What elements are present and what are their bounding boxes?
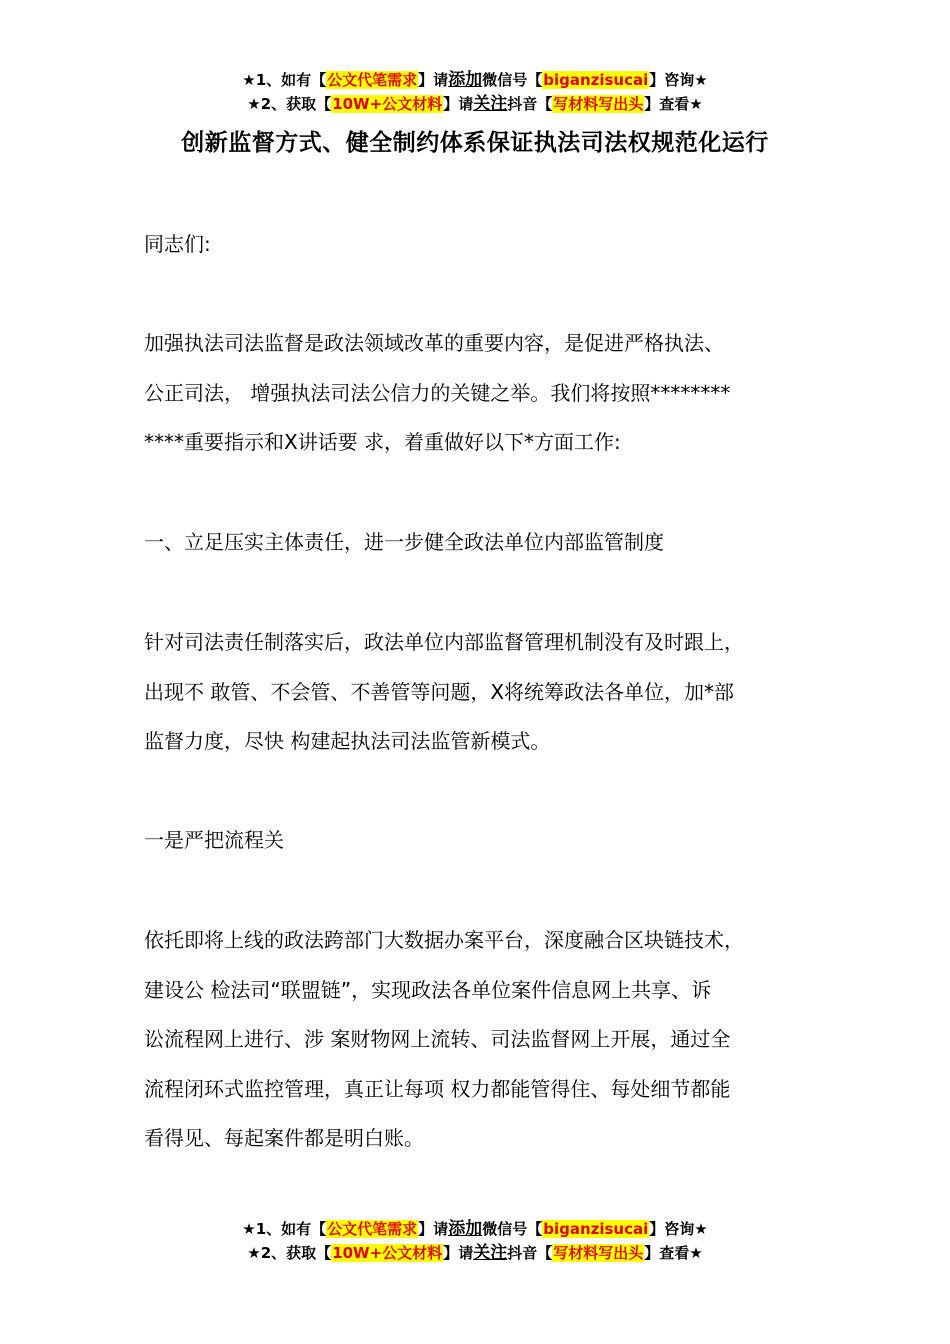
paragraph-line: 加强执法司法监督是政法领域改革的重要内容，是促进严格执法、	[144, 331, 724, 355]
promo-douyin-id: 写材料写出头	[553, 95, 644, 113]
salutation-text: 同志们:	[144, 232, 211, 256]
promo-text: 】请	[443, 95, 474, 113]
document-title: 创新监督方式、健全制约体系保证执法司法权规范化运行	[181, 130, 769, 156]
section-heading-text: 一、立足压实主体责任，进一步健全政法单位内部监管制度	[144, 530, 664, 554]
paragraph-line: 针对司法责任制落实后，政法单位内部监督管理机制没有及时跟上，	[144, 630, 744, 654]
promo-wechat-id: biganzisucai	[543, 71, 649, 89]
paragraph-line: 依托即将上线的政法跨部门大数据办案平台，深度融合区块链技术，	[144, 928, 744, 952]
paragraph-line: 看得见、每起案件都是明白账。	[144, 1126, 424, 1150]
subsection-heading	[144, 816, 844, 866]
salutation	[144, 220, 844, 270]
paragraph-line: 监督力度，尽快 构建起执法司法监管新模式。	[144, 729, 551, 753]
promo-text: ★2、获取【	[247, 1244, 332, 1262]
footer-promo-banner	[0, 1217, 950, 1265]
subsection-paragraph	[144, 916, 844, 1164]
promo-line-2	[0, 1241, 950, 1265]
promo-douyin-id: 写材料写出头	[553, 1244, 644, 1262]
paragraph-line: ****重要指示和X讲话要 求，着重做好以下*方面工作:	[144, 430, 621, 454]
promo-text: ★2、获取【	[247, 95, 332, 113]
promo-text: 】请	[443, 1244, 474, 1262]
promo-text: 】查看★	[644, 95, 703, 113]
promo-text: 抖音【	[507, 1244, 553, 1262]
promo-text: 抖音【	[507, 95, 553, 113]
promo-wechat-id: biganzisucai	[543, 1220, 649, 1238]
promo-text: 】查看★	[644, 1244, 703, 1262]
paragraph-line: 出现不 敢管、不会管、不善管等问题，X将统筹政法各单位，加*部	[144, 679, 735, 704]
paragraph-line: 公正司法， 增强执法司法公信力的关键之举。我们将按照********	[144, 380, 731, 405]
paragraph-line: 流程闭环式监控管理，真正让每项 权力都能管得住、每处细节都能	[144, 1076, 731, 1101]
promo-text: 】请	[418, 71, 449, 89]
promo-text: 】咨询★	[649, 1220, 708, 1238]
section-paragraph	[144, 618, 844, 767]
promo-highlight: 10W+公文材料	[332, 1244, 443, 1262]
promo-underlined: 添加	[448, 1219, 483, 1239]
promo-underlined: 关注	[473, 94, 508, 114]
promo-underlined: 添加	[448, 70, 483, 90]
promo-text: 微信号【	[482, 71, 543, 89]
promo-highlight: 10W+公文材料	[332, 95, 443, 113]
subsection-heading-text: 一是严把流程关	[144, 828, 284, 852]
promo-text: 】请	[418, 1220, 449, 1238]
section-heading	[144, 518, 844, 568]
paragraph-line: 讼流程网上进行、涉 案财物网上流转、司法监督网上开展，通过全	[144, 1027, 731, 1051]
promo-line-2	[0, 92, 950, 116]
promo-underlined: 关注	[473, 1243, 508, 1263]
promo-text: ★1、如有【	[242, 1220, 327, 1238]
paragraph-line: 建设公 检法司“联盟链”，实现政法各单位案件信息网上共享、诉	[144, 977, 712, 1002]
promo-text: ★1、如有【	[242, 71, 327, 89]
promo-highlight: 公文代笔需求	[327, 71, 418, 89]
promo-line-1	[0, 1217, 950, 1241]
intro-paragraph	[144, 319, 844, 468]
header-promo-banner	[0, 68, 950, 116]
promo-text: 微信号【	[482, 1220, 543, 1238]
promo-highlight: 公文代笔需求	[327, 1220, 418, 1238]
promo-text: 】咨询★	[649, 71, 708, 89]
promo-line-1	[0, 68, 950, 92]
